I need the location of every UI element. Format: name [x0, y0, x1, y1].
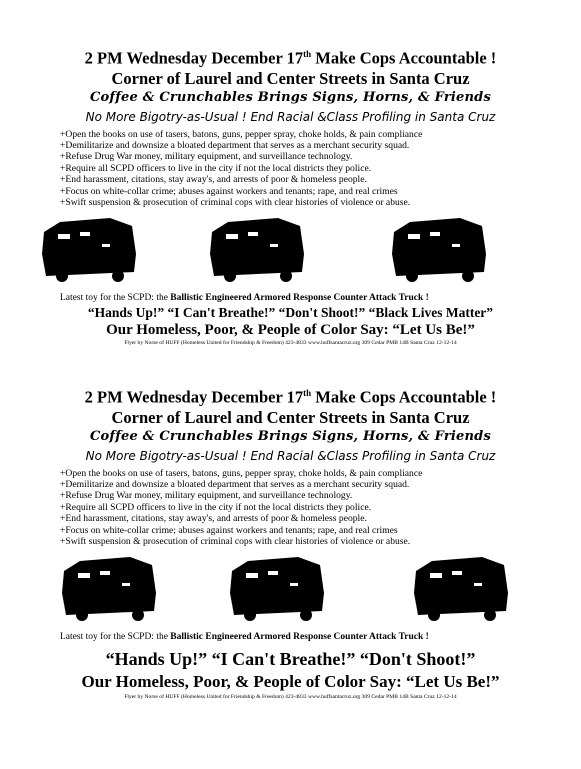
let-us-be-line: Our Homeless, Poor, & People of Color Say: “Let Us Be!” [106, 322, 475, 339]
demand-item: +Refuse Drug War money, military equipment, and surveillance technology. [60, 151, 353, 163]
slogan-line: No More Bigotry-as-Usual ! End Racial &Class Profiling in Santa Cruz [85, 109, 496, 124]
flyer-top [0, 44, 581, 347]
demands-list [0, 468, 581, 548]
location-line: Corner of Laurel and Center Streets in Santa Cruz [111, 68, 470, 88]
demand-item: +End harassment, citations, stay away's, and arrests of poor & homeless people. [60, 513, 367, 525]
truck-caption: Latest toy for the SCPD: the Ballistic Engineered Armored Response Counter Attack Truck ! [60, 293, 429, 304]
footer-credit: Flyer by Norse of HUFF (Homeless United for Friendship & Freedom) 423-4833 www.huffsantacruz.org 309 Cedar PMB 14B Santa Cruz 12-12-14 [124, 694, 457, 701]
chant-line: “Hands Up!” “I Can't Breathe!” “Don't Shoot!” “Black Lives Matter” [87, 305, 494, 321]
truck-photos [0, 214, 581, 292]
demand-item: +Require all SCPD officers to live in the city if not the local districts they police. [60, 501, 372, 513]
demand-item: +Focus on white-collar crime; abuses against workers and tenants; rape, and real crimes [60, 524, 398, 536]
demands-list [0, 129, 581, 209]
demand-item: +Demilitarize and downsize a bloated department that serves as a merchant security squad. [60, 478, 410, 490]
bring-line: Coffee & Crunchables Brings Signs, Horns, & Friends [90, 89, 491, 105]
headline: 2 PM Wednesday December 17th Make Cops Accountable ! [84, 48, 497, 68]
demand-item: +Focus on white-collar crime; abuses against workers and tenants; rape, and real crimes [60, 185, 398, 197]
demand-item: +Swift suspension & prosecution of criminal cops with clear histories of violence or abuse. [60, 196, 411, 208]
armored-truck-photo [390, 214, 490, 282]
bring-line: Coffee & Crunchables Brings Signs, Horns, & Friends [90, 428, 491, 444]
demand-item: +End harassment, citations, stay away's, and arrests of poor & homeless people. [60, 174, 367, 186]
let-us-be-line: Our Homeless, Poor, & People of Color Say: “Let Us Be!” [81, 672, 500, 692]
slogan-line: No More Bigotry-as-Usual ! End Racial &Class Profiling in Santa Cruz [85, 448, 496, 463]
truck-photos [0, 553, 581, 631]
demand-item: +Open the books on use of tasers, batons, guns, pepper spray, choke holds, & pain compliance [60, 467, 423, 479]
footer-credit: Flyer by Norse of HUFF (Homeless United for Friendship & Freedom) 423-4833 www.huffsantacruz.org 309 Cedar PMB 14B Santa Cruz 12-12-14 [124, 340, 457, 347]
demand-item: +Open the books on use of tasers, batons, guns, pepper spray, choke holds, & pain compliance [60, 128, 423, 140]
flyer-bottom [0, 383, 581, 701]
armored-truck-photo [208, 214, 308, 282]
armored-truck-photo [60, 553, 160, 621]
armored-truck-photo [412, 553, 512, 621]
demand-item: +Refuse Drug War money, military equipment, and surveillance technology. [60, 490, 353, 502]
demand-item: +Demilitarize and downsize a bloated department that serves as a merchant security squad. [60, 139, 410, 151]
location-line: Corner of Laurel and Center Streets in Santa Cruz [111, 407, 470, 427]
armored-truck-photo [40, 214, 140, 282]
headline: 2 PM Wednesday December 17th Make Cops Accountable ! [84, 387, 497, 407]
demand-item: +Swift suspension & prosecution of criminal cops with clear histories of violence or abuse. [60, 535, 411, 547]
demand-item: +Require all SCPD officers to live in the city if not the local districts they police. [60, 162, 372, 174]
armored-truck-photo [228, 553, 328, 621]
truck-caption: Latest toy for the SCPD: the Ballistic Engineered Armored Response Counter Attack Truck ! [60, 632, 429, 643]
chant-line: “Hands Up!” “I Can't Breathe!” “Don't Shoot!” [105, 649, 476, 670]
